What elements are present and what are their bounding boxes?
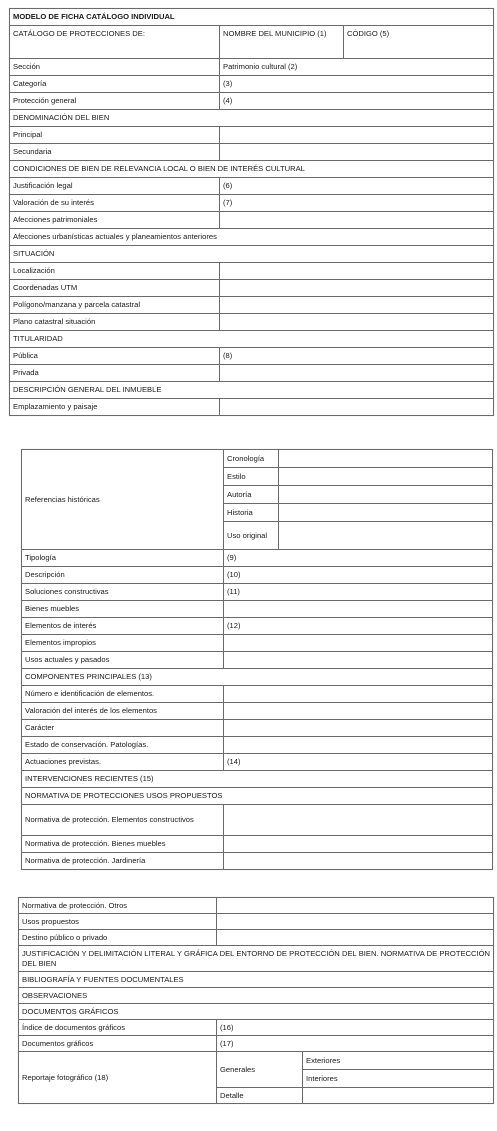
- estilo-value[interactable]: [279, 468, 493, 486]
- documentos-graficos-header: DOCUMENTOS GRÁFICOS: [19, 1004, 494, 1020]
- normativa-otros-label: Normativa de protección. Otros: [19, 898, 217, 914]
- bibliografia-header: BIBLIOGRAFÍA Y FUENTES DOCUMENTALES: [19, 972, 494, 988]
- interiores-label[interactable]: Interiores: [303, 1070, 494, 1088]
- justificacion-value[interactable]: (6): [220, 178, 494, 195]
- elementos-impropios-label: Elementos impropios: [22, 635, 224, 652]
- usos-propuestos-label: Usos propuestos: [19, 914, 217, 930]
- seccion-value[interactable]: Patrimonio cultural (2): [220, 59, 494, 76]
- coordenadas-label: Coordenadas UTM: [10, 280, 220, 297]
- publica-label: Pública: [10, 348, 220, 365]
- estilo-label: Estilo: [224, 468, 279, 486]
- normativa-jardineria-label: Normativa de protección. Jardinería: [22, 853, 224, 870]
- numero-identificacion-value[interactable]: [224, 686, 493, 703]
- normativa-jardineria-value[interactable]: [224, 853, 493, 870]
- poligono-value[interactable]: [220, 297, 494, 314]
- documentos-value[interactable]: (17): [217, 1036, 494, 1052]
- normativa-muebles-value[interactable]: [224, 836, 493, 853]
- elementos-impropios-value[interactable]: [224, 635, 493, 652]
- afecciones-patrimoniales-label: Afecciones patrimoniales: [10, 212, 220, 229]
- detalle-label: Detalle: [217, 1088, 303, 1104]
- elementos-interes-value[interactable]: (12): [224, 618, 493, 635]
- indice-value[interactable]: (16): [217, 1020, 494, 1036]
- estado-conservacion-value[interactable]: [224, 737, 493, 754]
- tipologia-label: Tipología: [22, 550, 224, 567]
- condiciones-header: CONDICIONES DE BIEN DE RELEVANCIA LOCAL O BIEN DE INTERÉS CULTURAL: [10, 161, 494, 178]
- soluciones-label: Soluciones constructivas: [22, 584, 224, 601]
- poligono-label: Polígono/manzana y parcela catastral: [10, 297, 220, 314]
- historia-label: Historia: [224, 504, 279, 522]
- normativa-muebles-label: Normativa de protección. Bienes muebles: [22, 836, 224, 853]
- ficha-section-3: [18, 897, 494, 1104]
- plano-label: Plano catastral situación: [10, 314, 220, 331]
- emplazamiento-value[interactable]: [220, 399, 494, 416]
- autoria-value[interactable]: [279, 486, 493, 504]
- intervenciones-header: INTERVENCIONES RECIENTES (15): [22, 771, 493, 788]
- cronologia-label: Cronología: [224, 450, 279, 468]
- valoracion-value[interactable]: (7): [220, 195, 494, 212]
- publica-value[interactable]: (8): [220, 348, 494, 365]
- secundaria-label: Secundaria: [10, 144, 220, 161]
- normativa-header: NORMATIVA DE PROTECCIONES USOS PROPUESTOS: [22, 788, 493, 805]
- generales-label: Generales: [217, 1052, 303, 1088]
- proteccion-general-value[interactable]: (4): [220, 93, 494, 110]
- coordenadas-value[interactable]: [220, 280, 494, 297]
- indice-label: Índice de documentos gráficos: [19, 1020, 217, 1036]
- ficha-table-1: [9, 8, 494, 416]
- justificacion-label: Justificación legal: [10, 178, 220, 195]
- descripcion-label: Descripción: [22, 567, 224, 584]
- afecciones-patrimoniales-value[interactable]: [220, 212, 494, 229]
- detalle-value[interactable]: [303, 1088, 494, 1104]
- form-title: MODELO DE FICHA CATÁLOGO INDIVIDUAL: [10, 9, 494, 26]
- afecciones-urbanisticas-header: Afecciones urbanísticas actuales y planeamientos anteriores: [10, 229, 494, 246]
- bienes-muebles-value[interactable]: [224, 601, 493, 618]
- catalogo-label: CATÁLOGO DE PROTECCIONES DE:: [10, 26, 220, 59]
- normativa-constructivos-value[interactable]: [224, 805, 493, 836]
- normativa-constructivos-label: Normativa de protección. Elementos constructivos: [22, 805, 224, 836]
- privada-value[interactable]: [220, 365, 494, 382]
- emplazamiento-label: Emplazamiento y paisaje: [10, 399, 220, 416]
- normativa-otros-value[interactable]: [217, 898, 494, 914]
- historia-value[interactable]: [279, 504, 493, 522]
- principal-label: Principal: [10, 127, 220, 144]
- plano-value[interactable]: [220, 314, 494, 331]
- reportaje-label: Reportaje fotográfico (18): [19, 1052, 217, 1104]
- situacion-header: SITUACIÓN: [10, 246, 494, 263]
- ficha-section-1: [9, 8, 494, 416]
- ficha-table-2: [21, 449, 493, 870]
- localizacion-value[interactable]: [220, 263, 494, 280]
- bienes-muebles-label: Bienes muebles: [22, 601, 224, 618]
- elementos-interes-label: Elementos de interés: [22, 618, 224, 635]
- caracter-label: Carácter: [22, 720, 224, 737]
- valoracion-elementos-label: Valoración del interés de los elementos: [22, 703, 224, 720]
- usos-actuales-value[interactable]: [224, 652, 493, 669]
- soluciones-value[interactable]: (11): [224, 584, 493, 601]
- uso-original-label: Uso original: [224, 522, 279, 550]
- categoria-value[interactable]: (3): [220, 76, 494, 93]
- referencias-label: Referencias históricas: [22, 450, 224, 550]
- descripcion-value[interactable]: (10): [224, 567, 493, 584]
- privada-label: Privada: [10, 365, 220, 382]
- descripcion-general-header: DESCRIPCIÓN GENERAL DEL INMUEBLE: [10, 382, 494, 399]
- caracter-value[interactable]: [224, 720, 493, 737]
- cronologia-value[interactable]: [279, 450, 493, 468]
- ficha-section-2: [21, 449, 493, 870]
- usos-propuestos-value[interactable]: [217, 914, 494, 930]
- autoria-label: Autoría: [224, 486, 279, 504]
- componentes-header: COMPONENTES PRINCIPALES (13): [22, 669, 493, 686]
- categoria-label: Categoría: [10, 76, 220, 93]
- titularidad-header: TITULARIDAD: [10, 331, 494, 348]
- ficha-table-3: [18, 897, 494, 1104]
- principal-value[interactable]: [220, 127, 494, 144]
- estado-conservacion-label: Estado de conservación. Patologías.: [22, 737, 224, 754]
- secundaria-value[interactable]: [220, 144, 494, 161]
- denominacion-header: DENOMINACIÓN DEL BIEN: [10, 110, 494, 127]
- numero-identificacion-label: Número e identificación de elementos.: [22, 686, 224, 703]
- actuaciones-value[interactable]: (14): [224, 754, 493, 771]
- justificacion-entorno-header: JUSTIFICACIÓN Y DELIMITACIÓN LITERAL Y GRÁFICA DEL ENTORNO DE PROTECCIÓN DEL BIEN. NORMATIVA DE PROTECCIÓN DEL BIEN: [19, 946, 494, 972]
- actuaciones-label: Actuaciones previstas.: [22, 754, 224, 771]
- observaciones-header: OBSERVACIONES: [19, 988, 494, 1004]
- seccion-label: Sección: [10, 59, 220, 76]
- usos-actuales-label: Usos actuales y pasados: [22, 652, 224, 669]
- exteriores-label[interactable]: Exteriores: [303, 1052, 494, 1070]
- documentos-label: Documentos gráficos: [19, 1036, 217, 1052]
- tipologia-value[interactable]: (9): [224, 550, 493, 567]
- valoracion-label: Valoración de su interés: [10, 195, 220, 212]
- uso-original-value[interactable]: [279, 522, 493, 550]
- codigo-cell[interactable]: CÓDIGO (5): [344, 26, 494, 59]
- localizacion-label: Localización: [10, 263, 220, 280]
- proteccion-general-label: Protección general: [10, 93, 220, 110]
- valoracion-elementos-value[interactable]: [224, 703, 493, 720]
- municipio-cell[interactable]: NOMBRE DEL MUNICIPIO (1): [220, 26, 344, 59]
- destino-value[interactable]: [217, 930, 494, 946]
- destino-label: Destino público o privado: [19, 930, 217, 946]
